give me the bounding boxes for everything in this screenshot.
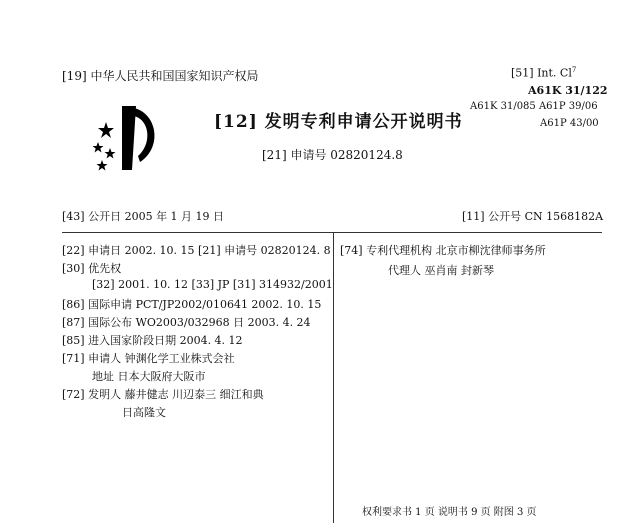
inventors: [72] 发明人 藤井健志 川辺泰三 细江和典 (62, 388, 264, 401)
patent-agency: [74] 专利代理机构 北京市柳沈律师事务所 (340, 244, 546, 257)
filing-date-row: [22] 申请日 2002. 10. 15 [21] 申请号 02820124. 8 (62, 244, 331, 257)
applicant: [71] 申请人 钟渊化学工业株式会社 (62, 352, 235, 365)
inventors-continued: 日高隆文 (122, 406, 166, 419)
int-cl-text: [51] Int. Cl (511, 66, 572, 80)
page-count-footer: 权利要求书 1 页 说明书 9 页 附图 3 页 (362, 507, 537, 518)
int-cl-label (511, 66, 576, 80)
int-cl-line3: A61P 43/00 (540, 118, 599, 129)
divider-line (62, 232, 602, 233)
publication-number: [11] 公开号 CN 1568182A (462, 210, 604, 223)
priority-label: [30] 优先权 (62, 262, 122, 275)
application-number: [21] 申请号 02820124.8 (262, 148, 403, 162)
national-phase-date: [85] 进入国家阶段日期 2004. 4. 12 (62, 334, 243, 347)
office-name: [19] 中华人民共和国国家知识产权局 (62, 69, 259, 83)
sipo-emblem-logo (88, 100, 164, 176)
column-divider (333, 233, 334, 523)
patent-agents: 代理人 巫肖南 封新琴 (388, 264, 494, 277)
int-cl-sup: 7 (571, 66, 577, 74)
international-application: [86] 国际申请 PCT/JP2002/010641 2002. 10. 15 (62, 298, 322, 311)
publication-date: [43] 公开日 2005 年 1 月 19 日 (62, 210, 225, 223)
document-type-title: [12] 发明专利申请公开说明书 (214, 112, 463, 132)
international-publication: [87] 国际公布 WO2003/032968 日 2003. 4. 24 (62, 316, 311, 329)
int-cl-line2: A61K 31/085 A61P 39/06 (470, 101, 598, 112)
int-cl-main: A61K 31/122 (528, 84, 608, 97)
applicant-address: 地址 日本大阪府大阪市 (92, 370, 206, 383)
priority-details: [32] 2001. 10. 12 [33] JP [31] 314932/2001 (92, 278, 333, 291)
